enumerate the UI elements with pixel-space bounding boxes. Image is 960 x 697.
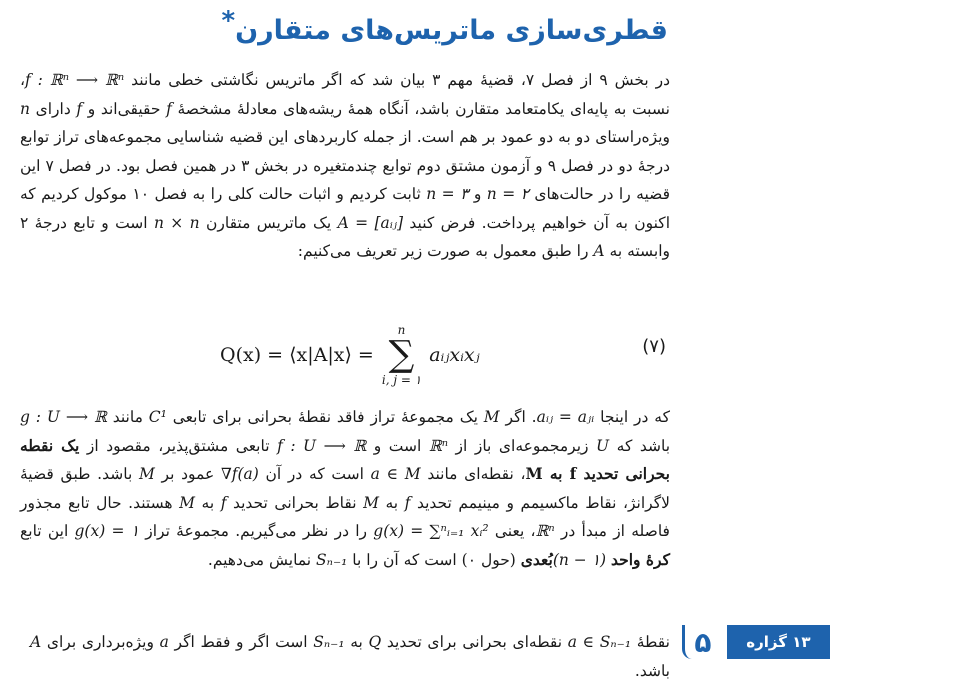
- text-span: هستند. حال تابع مجذور فاصله از مبدأ در: [20, 493, 670, 540]
- text-span: که در اینجا: [600, 408, 670, 426]
- math-inline: (n − ۱): [552, 550, 607, 569]
- equation-body: [220, 324, 480, 386]
- text-span: مانند: [112, 408, 143, 426]
- sum-upper-limit: n: [397, 323, 406, 337]
- section-number-mark: ۵: [682, 625, 721, 659]
- equation-7: [20, 318, 670, 392]
- text-span: و: [473, 185, 482, 203]
- title-footnote-mark: *: [221, 6, 236, 36]
- text-span: باشد که: [616, 436, 671, 455]
- text-span: ، نقطه‌ای مانند: [427, 465, 526, 483]
- math-inline: f : ℝⁿ ⟶ ℝⁿ: [25, 71, 125, 89]
- math-inline: ℝⁿ: [428, 436, 448, 455]
- math-inline: aᵢⱼ = aⱼᵢ: [536, 408, 595, 426]
- math-inline: M: [363, 493, 379, 512]
- text-span: به: [201, 493, 215, 512]
- text-span: است و تابع درجهٔ ۲ وابسته به: [20, 213, 670, 260]
- math-inline: A: [593, 242, 605, 260]
- text-span: نقاط بحرانی تحدید: [232, 493, 357, 512]
- text-span: نقطه‌ای بحرانی برای تحدید: [386, 633, 563, 651]
- text-span: باشد.: [634, 661, 670, 680]
- math-inline: n = ۳: [426, 185, 469, 203]
- section-title-text: قطری‌سازی ماتریس‌های متقارن: [235, 15, 668, 46]
- section-title: [217, 6, 668, 46]
- text-span: نمایش می‌دهیم.: [207, 550, 312, 569]
- defined-term: یک نقطه بحرانی تحدید f به M: [20, 435, 670, 483]
- equation-number: (۷): [642, 336, 666, 357]
- text-span: یک مجموعهٔ تراز فاقد نقطهٔ بحرانی برای تابعی: [172, 408, 478, 426]
- math-inline: Sₙ₋₁: [313, 633, 345, 651]
- math-inline: n: [20, 99, 30, 118]
- text-span: در بخش ۹ از فصل ۷، قضیهٔ مهم ۳ بیان شد که اگر ماتریس نگاشتی خطی مانند: [131, 71, 670, 89]
- math-inline: Q: [368, 633, 382, 651]
- math-inline: A = [aᵢⱼ]: [337, 213, 404, 232]
- summation: [382, 324, 421, 386]
- intro-paragraph: [20, 66, 670, 266]
- text-span: را در نظر می‌گیریم. مجموعهٔ تراز: [145, 522, 368, 540]
- text-span: ویژه‌راستای دو به دو عمود بر هم است. از جمله کاربردهای این قضیه شناسایی مجموعه‌های تراز توابع درجهٔ دو در فصل ۹ و آزمون مشتق دوم توابع چندمتغیره در بخش ۳ در همین فصل بود. در فصل ۷ این قضیه را در حالت‌های: [20, 128, 670, 203]
- math-inline: Sₙ₋₁: [316, 550, 348, 569]
- math-inline: ℝⁿ: [535, 522, 555, 540]
- critical-point-paragraph: [20, 403, 670, 574]
- proposition-13-text: [30, 628, 670, 685]
- text-span: . اگر: [505, 408, 537, 426]
- math-inline: g(x) = ∑ⁿᵢ₌₁ xᵢ²: [373, 522, 489, 540]
- sum-symbol: ∑: [388, 334, 415, 375]
- text-span: ویژه‌برداری برای: [46, 633, 154, 651]
- sum-lower-limit: i, j = ۱: [381, 373, 422, 387]
- math-inline: M: [179, 493, 195, 512]
- text-span: نقطهٔ: [636, 633, 670, 651]
- math-inline: a ∈ Sₙ₋₁: [567, 633, 632, 651]
- math-inline: f: [220, 493, 227, 512]
- text-span: را طبق معمول به صورت زیر تعریف می‌کنیم:: [297, 242, 589, 260]
- text-span: است اگر و فقط اگر: [174, 633, 308, 651]
- math-inline: U: [596, 436, 610, 455]
- text-span: ثابت کردیم و اثبات حالت کلی را به فصل ۱۰ موکول کردیم که اکنون به آن خواهیم پرداخت. فرض کنید: [20, 185, 670, 232]
- text-span: باشد. طبق قضیهٔ لاگرانژ، نقاط ماکسیمم و مینیمم تحدید: [20, 465, 670, 512]
- text-span: (حول ۰) است که آن را با: [352, 550, 516, 569]
- math-inline: f: [166, 99, 172, 118]
- math-inline: g(x) = ۱: [74, 522, 140, 540]
- math-inline: n = ۲: [486, 185, 529, 203]
- text-span: است و: [373, 436, 422, 455]
- math-inline: A: [30, 633, 42, 651]
- text-span: تابعی مشتق‌پذیر، مقصود از: [86, 436, 270, 455]
- math-inline: M: [138, 465, 155, 483]
- text-span: به: [385, 493, 399, 512]
- math-inline: a ∈ M: [370, 465, 421, 483]
- math-inline: n × n: [153, 213, 200, 232]
- text-span: حقیقی‌اند و: [87, 99, 161, 118]
- text-span: یک ماتریس متقارن: [205, 213, 332, 232]
- text-span: این تابع: [20, 522, 69, 540]
- math-inline: M: [483, 408, 500, 426]
- equation-lhs: Q(x) = ⟨x|A|x⟩ =: [220, 344, 374, 366]
- sum-term: aᵢⱼxᵢxⱼ: [429, 344, 480, 366]
- math-inline: f: [76, 99, 83, 118]
- defined-term: بُعدی: [520, 549, 553, 569]
- math-inline: g : U ⟶ ℝ: [20, 408, 107, 426]
- defined-term: کرهٔ واحد: [611, 549, 670, 569]
- text-span: به: [350, 633, 363, 651]
- math-inline: a: [159, 633, 169, 651]
- text-span: دارای: [35, 99, 71, 118]
- math-inline: f: [404, 493, 411, 512]
- math-inline: C¹: [148, 408, 167, 426]
- proposition-label: ۱۳ گزاره: [727, 625, 830, 659]
- text-span: است که در آن: [265, 465, 364, 483]
- text-span: زیرمجموعه‌ای باز از: [455, 436, 589, 455]
- math-inline: f : U ⟶ ℝ: [277, 436, 367, 455]
- proposition-badge: [682, 622, 830, 662]
- text-span: ، نسبت به پایه‌ای یکامتعامد متقارن باشد، آنگاه همهٔ ریشه‌های معادلهٔ مشخصهٔ: [20, 71, 670, 118]
- text-span: ، یعنی: [494, 522, 536, 540]
- text-span: عمود بر: [161, 465, 215, 483]
- math-inline: ∇f(a): [220, 465, 259, 483]
